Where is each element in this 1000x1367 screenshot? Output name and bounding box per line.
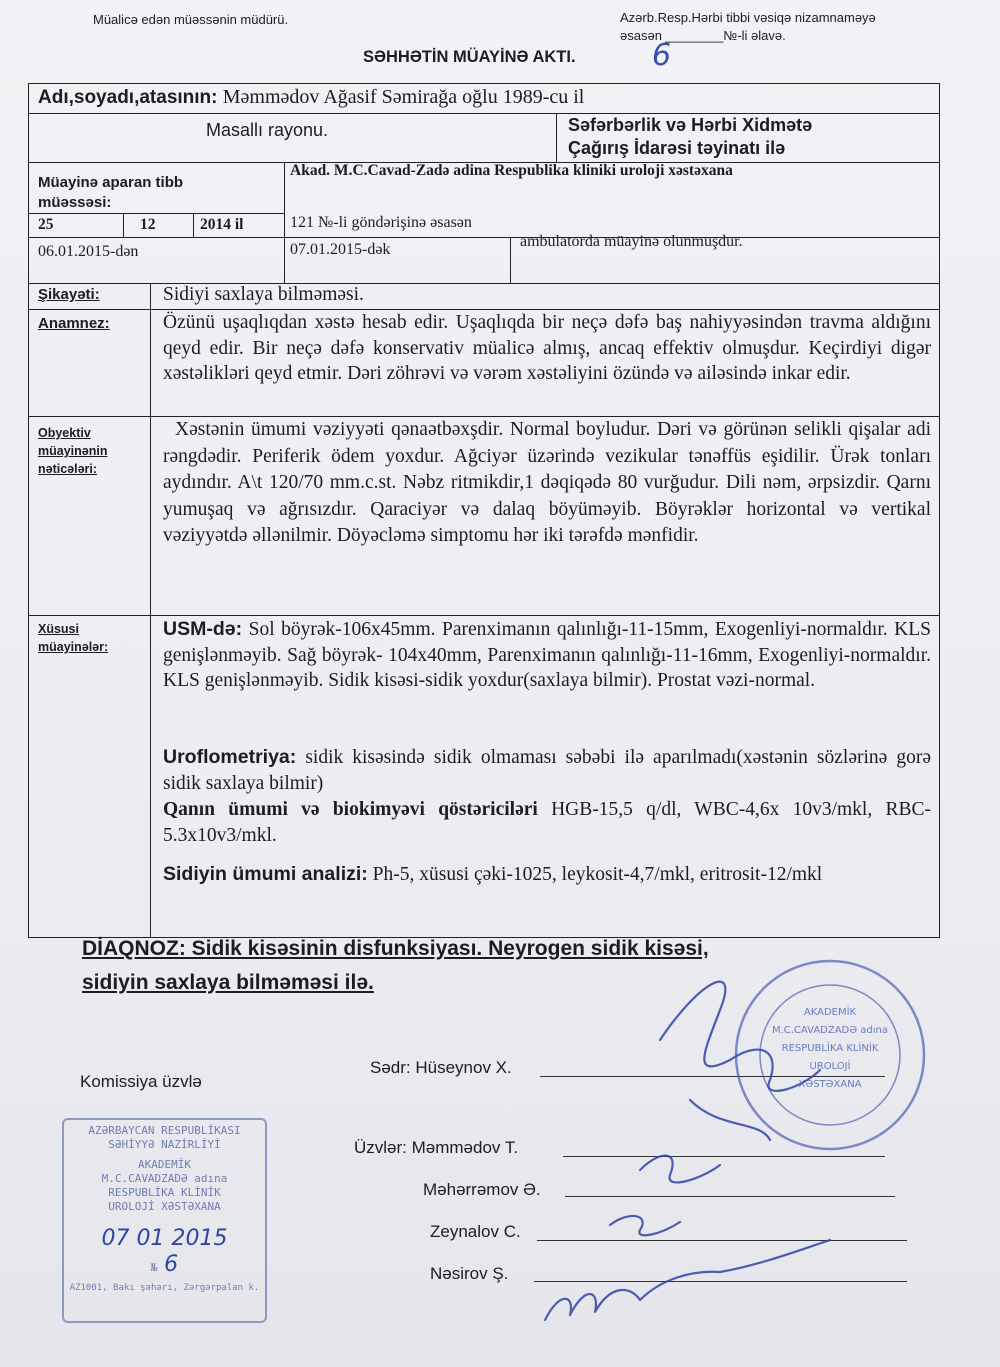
stamp-no-value: 6	[164, 1252, 179, 1277]
date-year: 2014 il	[200, 216, 244, 233]
round-seal	[730, 955, 930, 1155]
stamp-line-5: RESPUBLİKA KLİNİK	[108, 1186, 221, 1199]
stamp-line-6: UROLOJİ XƏSTƏXANA	[108, 1200, 221, 1213]
member-1-name: Üzvlər: Məmmədov T.	[354, 1138, 519, 1157]
institution-value: Akad. M.C.Cavad-Zadə adina Respublika kliniki uroloji xəstəxana	[290, 162, 733, 179]
complaint-label: Şikayəti:	[38, 286, 100, 303]
institution-label-2: müəssəsi:	[38, 194, 112, 211]
blood-text: HGB-15,5 q/dl, WBC-4,6x 10v3/mkl, RBC-5.3x10v3/mkl.	[163, 799, 931, 846]
patient-name-label: Adı,soyadı,atasının:	[38, 87, 218, 108]
svg-text:AKADEMİK: AKADEMİK	[803, 1007, 857, 1018]
diagnosis-line-1: DİAQNOZ: Sidik kisəsinin disfunksiyası. Neyrogen sidik kisəsi,	[82, 937, 709, 960]
svg-text:UROLOJİ: UROLOJİ	[809, 1061, 851, 1072]
stamp-date-handwritten: 07 01 2015	[101, 1226, 228, 1251]
district: Masallı rayonu.	[206, 120, 329, 140]
uro-label: Uroflometriya:	[163, 746, 297, 768]
objective-text: Xəstənin ümumi vəziyyəti qənaətbəxşdir. Normal boyludur. Dəri və görünən selikli qişalar adi rəngdədir. Periferik ödem yoxdur. Ağciyər üzərində vezikular tənəffüs eşidilir. Ürək tonları aydındır. A\t 120/70 mm.c.st. Nəbz ritmikdir,1 dəqiqədə 80 vurğudur. Dili nəm, ərpsizdir. Qarnı yumuşaq və ağrısızdır. Qaraciyər və dalaq böyüməyib. Böyrəklər horizontal və vertikal vəziyyətdə əllənilmir. Döyəcləmə simptomu hər iki tərəfdə mənfidir.	[163, 419, 931, 547]
anamnesis-text: Özünü uşaqlıqdan xəstə hesab edir. Uşaqlıqda bir neçə dəfə baş nahiyyəsindən travma aldığını qeyd edir. Bir neçə dəfə konservativ müalicə almış, ancaq effektiv olmuşdur. Keçirdiyi digər xəstəlikləri qeyd etmir. Dəri zöhrəvi və vərəm xəstəliyini özündə və ailəsində inkar edir.	[163, 312, 931, 384]
from-date: 06.01.2015-dən	[38, 243, 139, 260]
member-2-name: Məhərrəmov Ə.	[423, 1180, 541, 1199]
urine-label: Sidiyin ümumi analizi:	[163, 863, 368, 885]
member-2-signature	[640, 1156, 720, 1183]
date-day: 25	[38, 216, 54, 233]
stamp-line-1: AZƏRBAYCAN RESPUBLİKASI	[88, 1124, 241, 1137]
member-3-signature	[610, 1216, 680, 1235]
patient-name-value: Məmmədov Ağasif Səmirağa oğlu 1989-cu il	[222, 86, 585, 108]
header-right-note-2: əsasən ________№-li əlavə.	[620, 28, 786, 43]
urine-text: Ph-5, xüsusi çəki-1025, leykosit-4,7/mkl, eritrosit-12/mkl	[367, 864, 823, 885]
anamnesis-label: Anamnez:	[38, 315, 110, 332]
header-left-note: Müalicə edən müəssənin müdürü.	[93, 12, 289, 27]
member-4-name: Nəsirov Ş.	[430, 1264, 509, 1283]
institution-label-1: Müayinə aparan tibb	[38, 174, 184, 191]
office-line-2: Çağırış İdarəsi təyinatı ilə	[568, 138, 786, 158]
stamp-address: AZ1001, Bakı şəhəri, Zərgərpalan k.	[69, 1283, 260, 1293]
stamp-line-4: M.C.CAVADZADƏ adına	[101, 1172, 228, 1185]
diagnosis-line-2: sidiyin saxlaya bilməməsi ilə.	[82, 971, 374, 994]
date-month: 12	[140, 216, 156, 233]
exam-type: ambulatorda müayinə olunmuşdur.	[520, 233, 743, 250]
member-4-signature	[545, 1240, 830, 1320]
stamp-no-label: №	[150, 1261, 158, 1274]
chair-name: Sədr: Hüseynov X.	[370, 1058, 512, 1077]
member-3-name: Zeynalov C.	[430, 1222, 521, 1241]
uro-text: sidik kisəsində sidik olmaması səbəbi ilə aparılmadı(xəstənin sözlərinə gorə sidik saxlaya bilmir)	[163, 747, 931, 794]
blood-label: Qanın ümumi və biokimyəvi qöstəriciləri	[163, 799, 538, 820]
header-right-note-1: Azərb.Resp.Hərbi tibbi vəsiqə nizamnaməyə	[620, 10, 876, 25]
special-label-2: müayinələr:	[38, 640, 109, 654]
act-number-handwritten: 6	[652, 38, 672, 73]
commission-label: Komissiya üzvlə	[80, 1072, 202, 1091]
objective-label-3: nəticələri:	[38, 462, 98, 476]
usm-label: USM-də:	[163, 618, 243, 640]
svg-text:RESPUBLİKA KLİNİK: RESPUBLİKA KLİNİK	[781, 1043, 879, 1054]
referral: 121 №-li göndərişinə əsasən	[290, 214, 472, 231]
office-line-1: Səfərbərlik və Hərbi Xidmətə	[568, 115, 813, 135]
special-label-1: Xüsusi	[38, 622, 79, 636]
svg-text:XƏSTƏXANA: XƏSTƏXANA	[798, 1079, 862, 1090]
objective-label-2: müayinənin	[38, 444, 108, 458]
stamp-line-2: SƏHİYYƏ NAZİRLİYİ	[108, 1138, 221, 1151]
usm-text: Sol böyrək-106x45mm. Parenximanın qalınlığı-11-15mm, Exogenliyi-normaldır. KLS genişlənməyib. Sağ böyrək- 104x40mm, Parenximanın qalınlığı-11-16mm, Exogenliyi-normaldır. KLS genişlənməyib. Sidik kisəsi-sidik yoxdur(saxlaya bilmir). Prostat vəzi-normal.	[163, 619, 931, 691]
document-title: SƏHHƏTİN MÜAYİNƏ AKTI.	[363, 48, 576, 66]
stamp-line-3: AKADEMİK	[138, 1158, 191, 1171]
complaint-text: Sidiyi saxlaya bilməməsi.	[163, 284, 364, 305]
institution-stamp	[62, 1118, 267, 1323]
objective-label-1: Obyektiv	[38, 426, 91, 440]
to-date: 07.01.2015-dək	[290, 241, 391, 258]
svg-text:M.C.CAVADZADƏ adına: M.C.CAVADZADƏ adına	[771, 1025, 889, 1036]
